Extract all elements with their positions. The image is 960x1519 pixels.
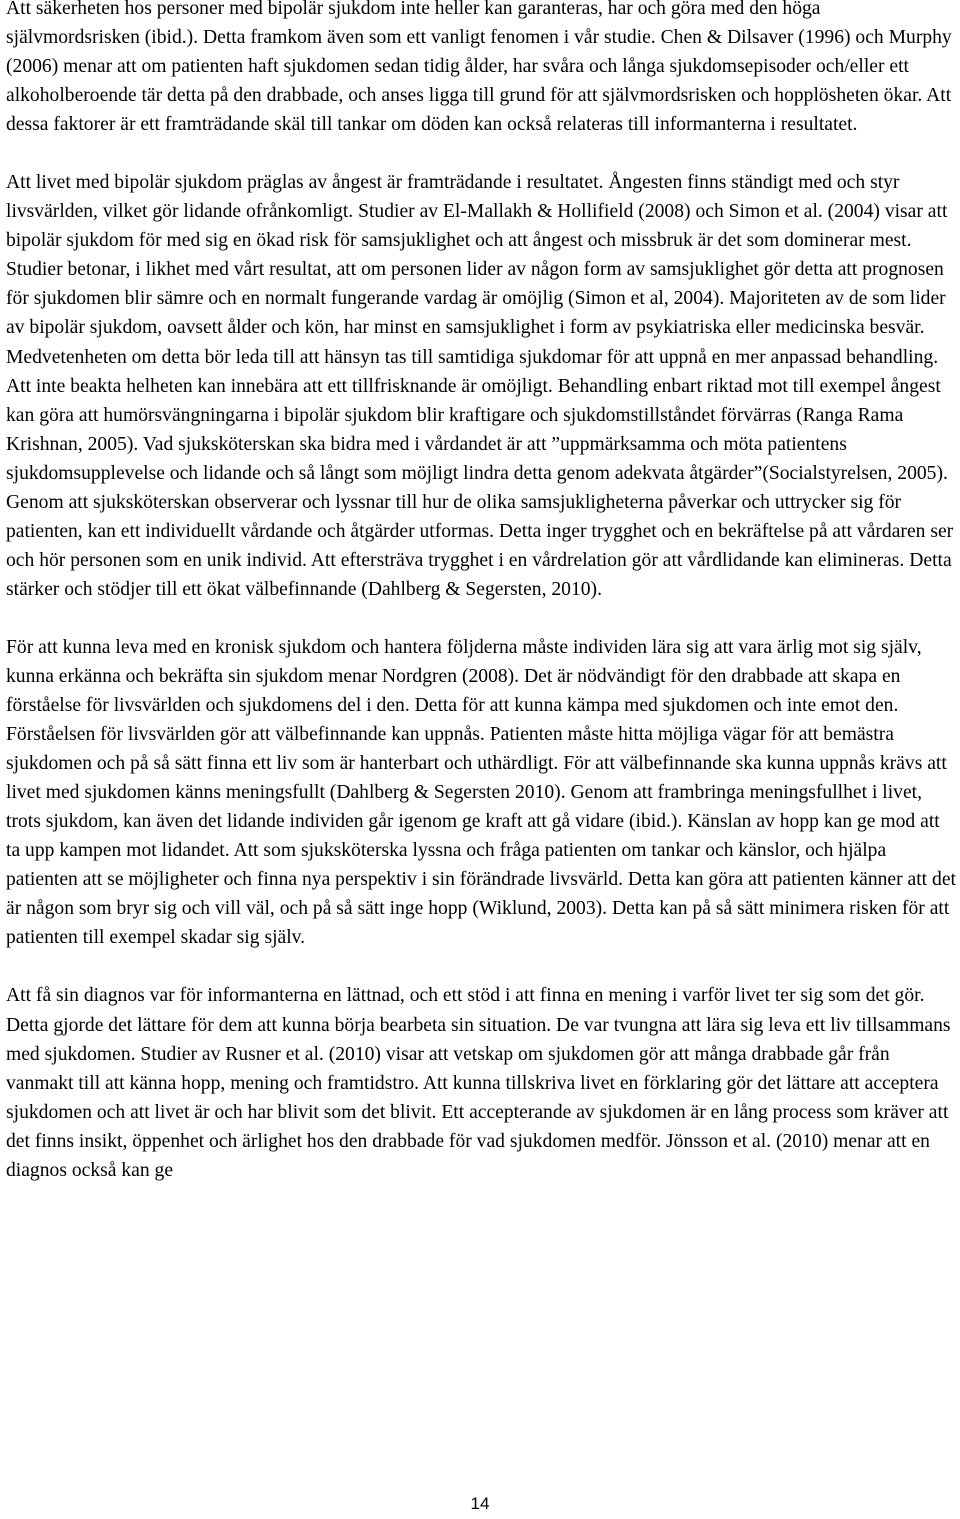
- paragraph-4: Att få sin diagnos var för informanterna en lättnad, och ett stöd i att finna en mening i varför livet ter sig som det gör. Detta gjorde det lättare för dem att kunna börja bearbeta sin situation. De var tvungna att lära sig leva ett liv tillsammans med sjukdomen. Studier av Rusner et al. (2010) visar att vetskap om sjukdomen gör att många drabbade går från vanmakt till att känna hopp, mening och framtidstro. Att kunna tillskriva livet en förklaring gör det lättare att acceptera sjukdomen och att livet är och har blivit som det blivit. Ett accepterande av sjukdomen är en lång process som kräver att det finns insikt, öppenhet och ärlighet hos den drabbade för vad sjukdomen medför. Jönsson et al. (2010) menar att en diagnos också kan ge: [6, 985, 951, 1181]
- page-number: 14: [470, 1494, 490, 1513]
- paragraph-2: Att livet med bipolär sjukdom präglas av ångest är framträdande i resultatet. Ångesten finns ständigt med och styr livsvärlden, vilket gör lidande ofrånkomligt. Studier av El-Mallakh & Hollifield (2008) och Simon et al. (2004) visar att bipolär sjukdom för med sig en ökad risk för samsjuklighet och att ångest och missbruk är det som dominerar mest. Studier betonar, i likhet med vårt resultat, att om personen lider av någon form av samsjuklighet gör detta att prognosen för sjukdomen blir sämre och en normalt fungerande vardag är omöjlig (Simon et al, 2004). Majoriteten av de som lider av bipolär sjukdom, oavsett ålder och kön, har minst en samsjuklighet i form av psykiatriska eller medicinska besvär. Medvetenheten om detta bör leda till att hänsyn tas till samtidiga sjukdomar för att uppnå en mer anpassad behandling. Att inte beakta helheten kan innebära att ett tillfrisknande är omöjligt. Behandling enbart riktad mot till exempel ångest kan göra att humörsvängningarna i bipolär sjukdom blir kraftigare och sjukdomstillståndet förvärras (Ranga Rama Krishnan, 2005). Vad sjuksköterskan ska bidra med i vårdandet är att ”uppmärksamma och möta patientens sjukdomsupplevelse och lidande och så långt som möjligt lindra detta genom adekvata åtgärder”(Socialstyrelsen, 2005). Genom att sjuksköterskan observerar och lyssnar till hur de olika samsjukligheterna påverkar och uttrycker sig för patienten, kan ett individuellt vårdande och åtgärder utformas. Detta inger trygghet och en bekräftelse på att vårdaren ser och hör personen som en unik individ. Att eftersträva trygghet i en vårdrelation gör att vårdlidande kan elimineras. Detta stärker och stödjer till ett ökat välbefinnande (Dahlberg & Segersten, 2010).: [6, 172, 954, 600]
- document-body: [6, 0, 956, 1185]
- paragraph-3: För att kunna leva med en kronisk sjukdom och hantera följderna måste individen lära sig att vara ärlig mot sig själv, kunna erkänna och bekräfta sin sjukdom menar Nordgren (2008). Det är nödvändigt för den drabbade att skapa en förståelse för livsvärlden och sjukdomens del i den. Detta för att kunna kämpa med sjukdomen och inte emot den. Förståelsen för livsvärlden gör att välbefinnande kan uppnås. Patienten måste hitta möjliga vägar för att bemästra sjukdomen och på så sätt finna ett liv som är hanterbart och uthärdligt. För att välbefinnande ska kunna uppnås krävs att livet med sjukdomen känns meningsfullt (Dahlberg & Segersten 2010). Genom att frambringa meningsfullhet i livet, trots sjukdom, kan även det lidande individen går igenom ge kraft att gå vidare (ibid.). Känslan av hopp kan ge mod att ta upp kampen mot lidandet. Att som sjuksköterska lyssna och fråga patienten om tankar och känslor, och hjälpa patienten att se möjligheter och finna nya perspektiv i sin förändrade livsvärld. Detta kan göra att patienten känner att det är någon som bryr sig och vill väl, och på så sätt inge hopp (Wiklund, 2003). Detta kan på så sätt minimera risken för att patienten till exempel skadar sig själv.: [6, 636, 956, 949]
- paragraph-1: Att säkerheten hos personer med bipolär sjukdom inte heller kan garanteras, har och göra med den höga självmordsrisken (ibid.). Detta framkom även som ett vanligt fenomen i vår studie. Chen & Dilsaver (1996) och Murphy (2006) menar att om patienten haft sjukdomen sedan tidig ålder, har svåra och långa sjukdomsepisoder och/eller ett alkoholberoende tär detta på den drabbade, och anses ligga till grund för att självmordsrisken och hopplösheten ökar. Att dessa faktorer är ett framträdande skäl till tankar om döden kan också relateras till informanterna i resultatet.: [6, 0, 952, 136]
